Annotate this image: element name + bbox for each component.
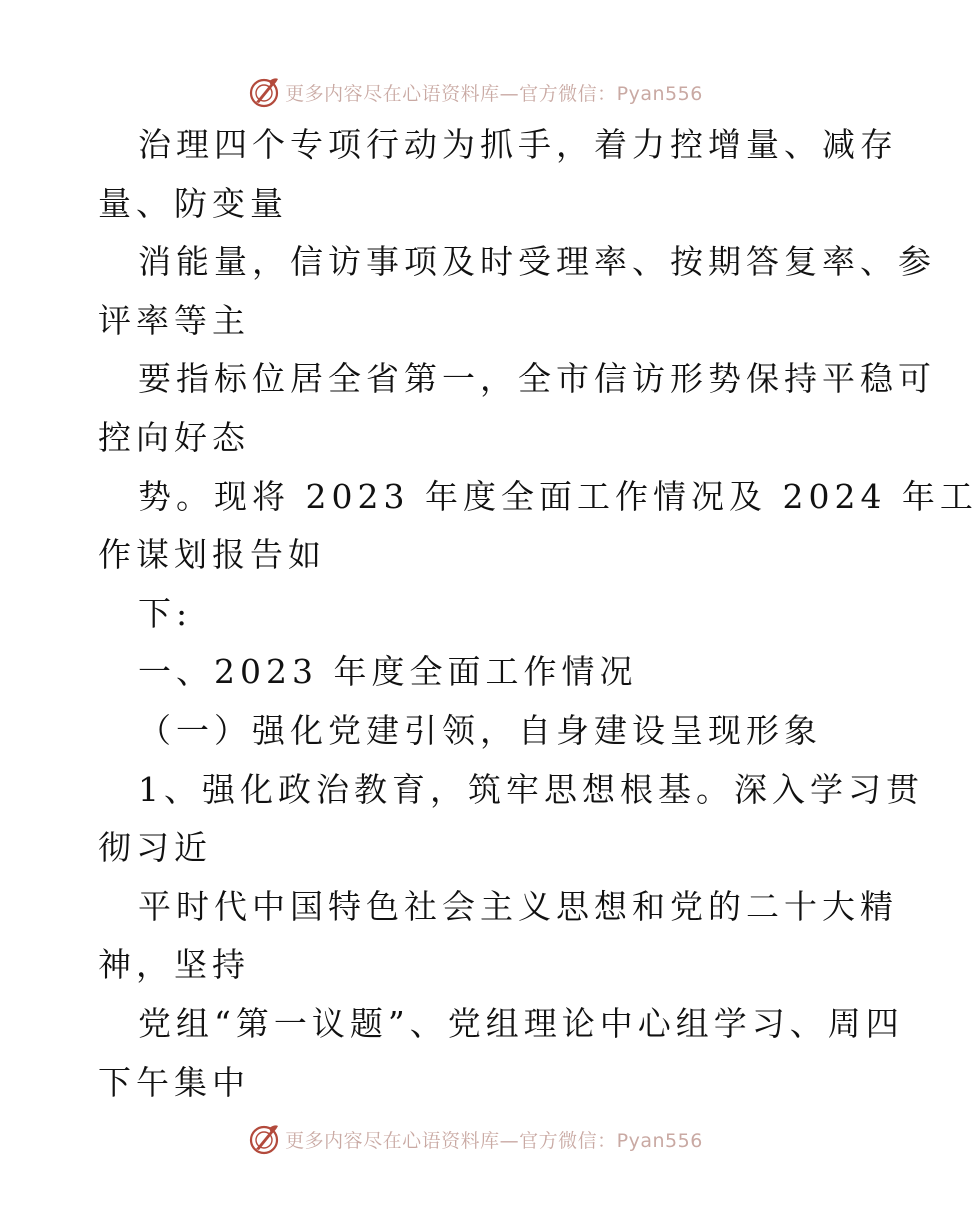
text-line: 下: <box>138 593 193 633</box>
text-line: 党组“第一议题”、党组理论中心组学习、周四 <box>138 1003 904 1043</box>
watermark-text: 更多内容尽在心语资料库—官方微信：Pyan556 <box>285 82 703 105</box>
quill-seal-icon <box>247 75 281 109</box>
text-line: 神，坚持 <box>98 945 250 985</box>
text-line: 要指标位居全省第一，全市信访形势保持平稳可 <box>138 359 936 399</box>
text-line: 控向好态 <box>98 417 250 457</box>
text-line: 1、强化政治教育，筑牢思想根基。深入学习贯 <box>138 769 924 809</box>
text-line: 消能量，信访事项及时受理率、按期答复率、参 <box>138 242 936 282</box>
text-line: 量、防变量 <box>98 183 288 223</box>
text-line: 平时代中国特色社会主义思想和党的二十大精 <box>138 886 898 926</box>
text-line: （一）强化党建引领，自身建设呈现形象 <box>138 710 822 750</box>
document-body <box>98 116 978 1112</box>
text-line: 评率等主 <box>98 300 250 340</box>
quill-seal-icon <box>247 1122 281 1156</box>
watermark-footer <box>0 1119 950 1159</box>
text-line: 彻习近 <box>98 828 212 868</box>
watermark-header <box>0 72 950 112</box>
text-line: 势。现将 2023 年度全面工作情况及 2024 年工 <box>138 476 978 516</box>
text-line: 一、2023 年度全面工作情况 <box>138 652 638 692</box>
text-line: 治理四个专项行动为抓手，着力控增量、减存 <box>138 125 898 164</box>
text-line: 作谋划报告如 <box>98 535 326 575</box>
text-line: 下午集中 <box>98 1062 250 1102</box>
watermark-text: 更多内容尽在心语资料库—官方微信：Pyan556 <box>285 1129 703 1152</box>
